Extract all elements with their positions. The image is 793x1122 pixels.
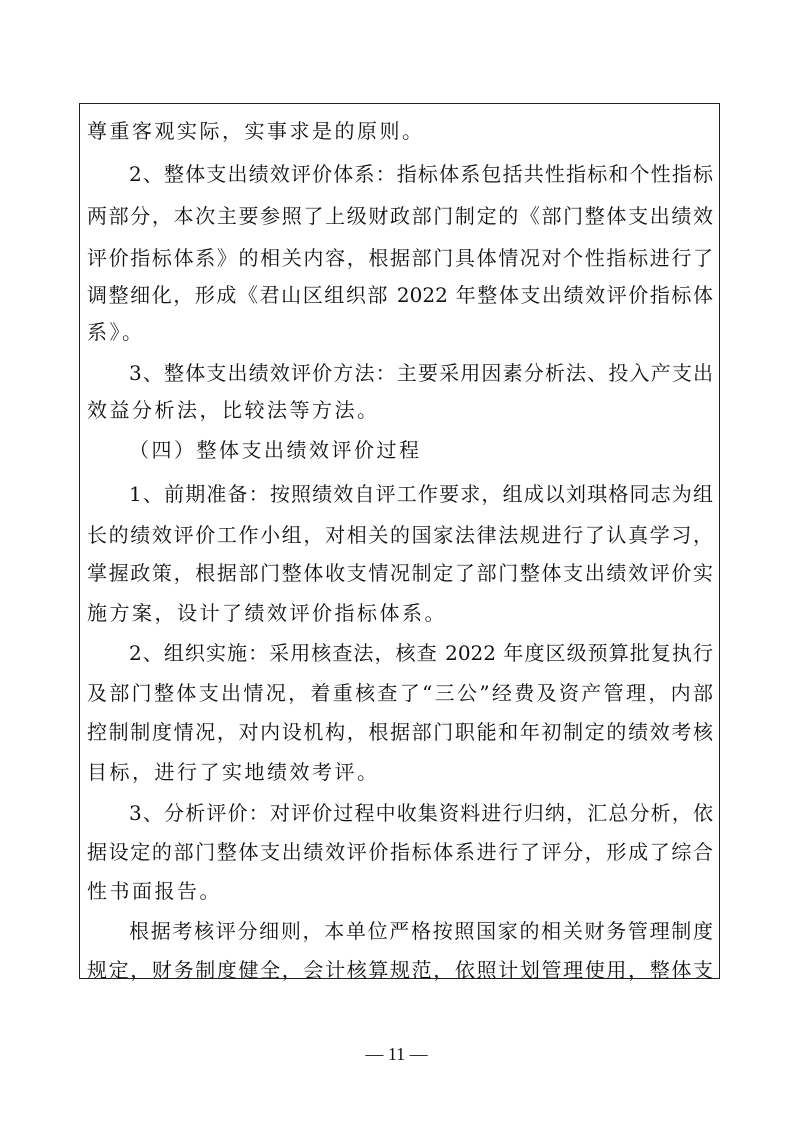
section-heading: （四）整体支出绩效评价过程 [129, 438, 422, 462]
text-line: 施方案，设计了绩效评价指标体系。 [87, 601, 447, 625]
text-line: 掌握政策，根据部门整体收支情况制定了部门整体支出绩效评价实 [87, 561, 713, 585]
text-line: 两部分，本次主要参照了上级财政部门制定的《部门整体支出绩效 [87, 204, 713, 228]
text-line: 根据考核评分细则，本单位严格按照国家的相关财务管理制度 [129, 919, 713, 943]
text-line: 系》。 [87, 320, 145, 344]
text-line: 性书面报告。 [87, 879, 222, 903]
text-line: 3、分析评价：对评价过程中收集资料进行归纳，汇总分析，依 [129, 801, 713, 825]
text-line: 1、前期准备：按照绩效自评工作要求，组成以刘琪格同志为组 [129, 482, 713, 506]
text-line: 评价指标体系》的相关内容，根据部门具体情况对个性指标进行了 [87, 246, 713, 270]
text-line: 效益分析法，比较法等方法。 [87, 398, 380, 422]
text-line: 2、整体支出绩效评价体系：指标体系包括共性指标和个性指标 [129, 162, 713, 186]
text-line: 规定，财务制度健全，会计核算规范，依照计划管理使用，整体支 [87, 958, 713, 982]
text-line: 目标，进行了实地绩效考评。 [87, 760, 380, 784]
text-line: 3、整体支出绩效评价方法：主要采用因素分析法、投入产支出 [129, 361, 713, 385]
text-line: 2、组织实施：采用核查法，核查 2022 年度区级预算批复执行 [129, 641, 713, 665]
text-line: 据设定的部门整体支出绩效评价指标体系进行了评分，形成了综合 [87, 840, 713, 864]
text-line: 长的绩效评价工作小组，对相关的国家法律法规进行了认真学习， [87, 523, 713, 547]
text-line: 及部门整体支出情况，着重核查了“三公”经费及资产管理，内部 [87, 681, 713, 705]
page-number: — 11 — [365, 1044, 428, 1064]
text-line: 调整细化，形成《君山区组织部 2022 年整体支出绩效评价指标体 [87, 283, 713, 307]
text-line: 控制制度情况，对内设机构，根据部门职能和年初制定的绩效考核 [87, 720, 713, 744]
text-line: 尊重客观实际，实事求是的原则。 [87, 119, 425, 143]
